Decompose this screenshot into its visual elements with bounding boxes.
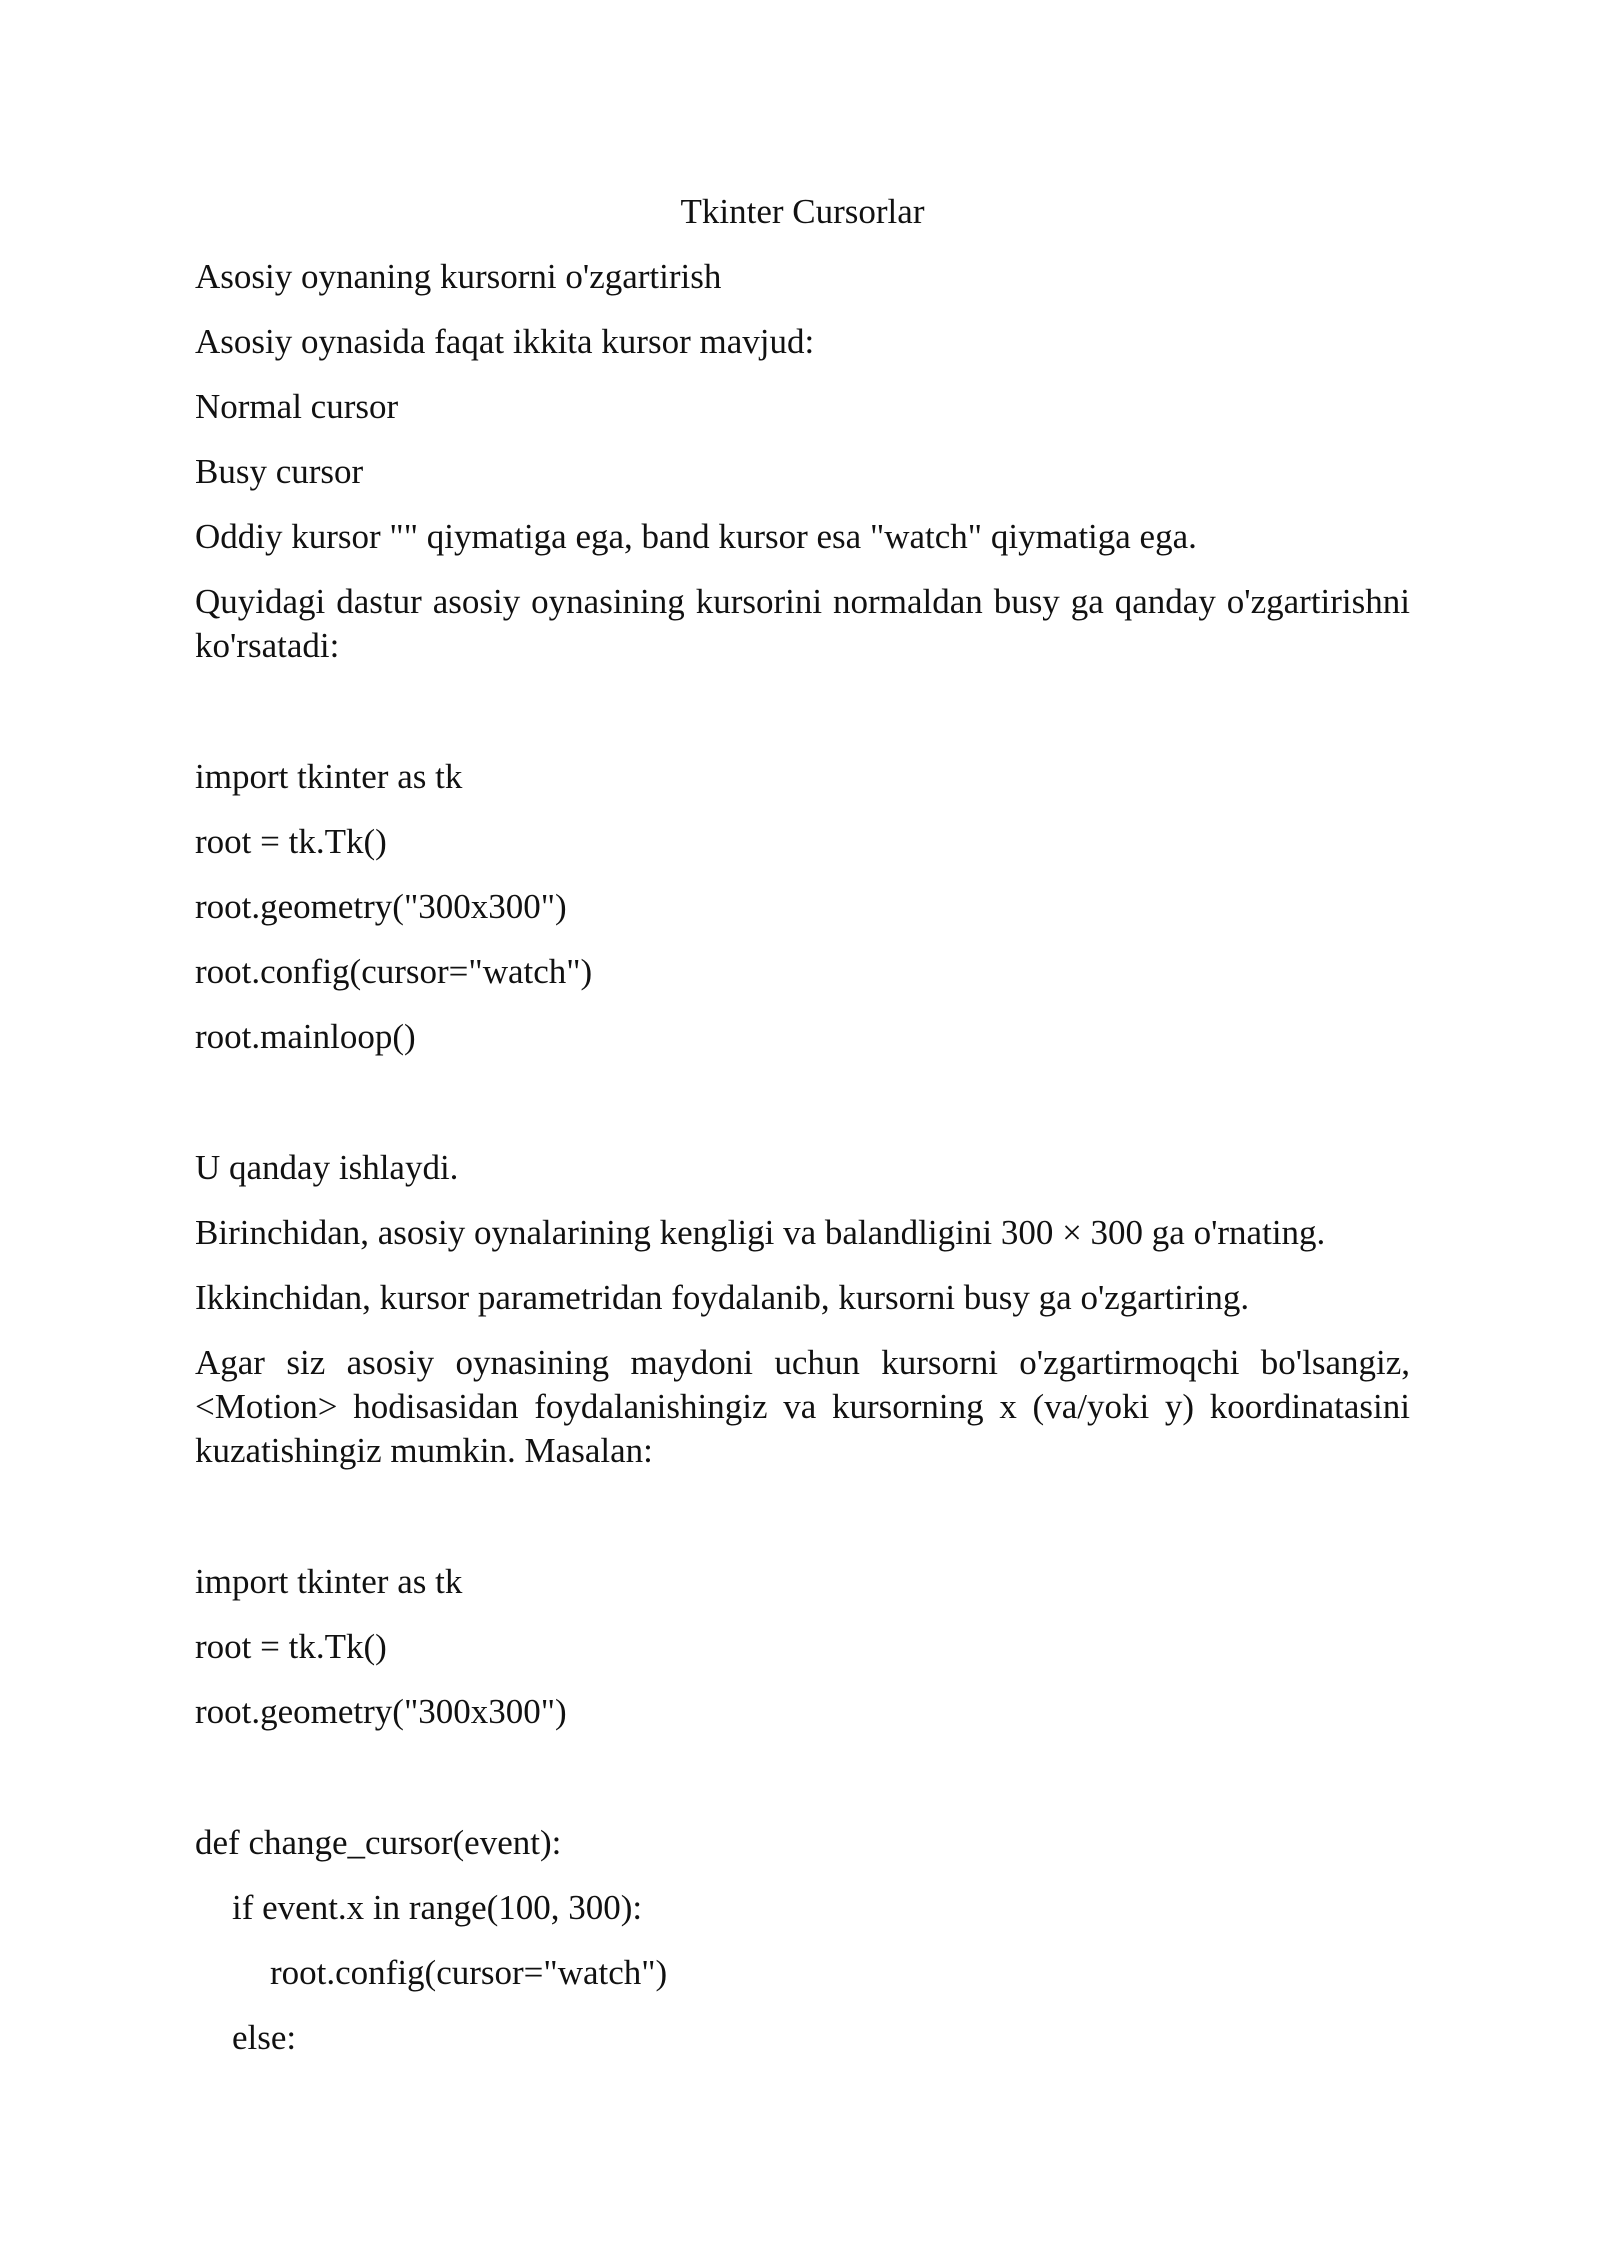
code-line: root.geometry("300x300") bbox=[195, 887, 567, 926]
document-title: Tkinter Cursorlar bbox=[680, 192, 925, 231]
code-line: import tkinter as tk bbox=[195, 1562, 463, 1601]
code-line: root = tk.Tk() bbox=[195, 1627, 387, 1666]
code-line: def change_cursor(event): bbox=[195, 1823, 562, 1862]
code-line: if event.x in range(100, 300): bbox=[232, 1888, 643, 1927]
code-line: root.config(cursor="watch") bbox=[270, 1953, 668, 1992]
motion-event-paragraph: Agar siz asosiy oynasining maydoni uchun kursorni o'zgartirmoqchi bo'lsangiz, <Motion> hodisasidan foydalanishingiz va kursorning x (va/yoki y) koordinatasini kuzatishingiz mumkin. Masalan: bbox=[195, 1343, 1410, 1470]
code-block-2 bbox=[195, 1560, 1410, 1734]
code-line: root = tk.Tk() bbox=[195, 822, 387, 861]
program-intro-paragraph: Quyidagi dastur asosiy oynasining kursorini normaldan busy ga qanday o'zgartirishni ko'rsatadi: bbox=[195, 582, 1410, 665]
code-line: else: bbox=[232, 2018, 297, 2057]
section-heading: Asosiy oynaning kursorni o'zgartirish bbox=[195, 257, 722, 296]
step-1-paragraph: Birinchidan, asosiy oynalarining kengligi va balandligini 300 × 300 ga o'rnating. bbox=[195, 1213, 1326, 1252]
document-body bbox=[195, 190, 1410, 2081]
code-line: root.geometry("300x300") bbox=[195, 1692, 567, 1731]
step-2-paragraph: Ikkinchidan, kursor parametridan foydalanib, kursorni busy ga o'zgartiring. bbox=[195, 1278, 1250, 1317]
intro-paragraph: Asosiy oynasida faqat ikkita kursor mavjud: bbox=[195, 322, 815, 361]
code-line: root.config(cursor="watch") bbox=[195, 952, 593, 991]
code-line: import tkinter as tk bbox=[195, 757, 463, 796]
blank-line bbox=[195, 1494, 1410, 1560]
cursor-values-paragraph: Oddiy kursor "" qiymatiga ega, band kursor esa "watch" qiymatiga ega. bbox=[195, 517, 1197, 556]
code-block-3 bbox=[195, 1821, 1410, 2060]
blank-line bbox=[195, 689, 1410, 755]
cursor-type-normal: Normal cursor bbox=[195, 387, 399, 426]
how-it-works-heading: U qanday ishlaydi. bbox=[195, 1148, 459, 1187]
code-line: root.mainloop() bbox=[195, 1017, 416, 1056]
cursor-type-busy: Busy cursor bbox=[195, 452, 364, 491]
blank-line bbox=[195, 1080, 1410, 1146]
blank-line bbox=[195, 1755, 1410, 1821]
code-block-1 bbox=[195, 755, 1410, 1059]
